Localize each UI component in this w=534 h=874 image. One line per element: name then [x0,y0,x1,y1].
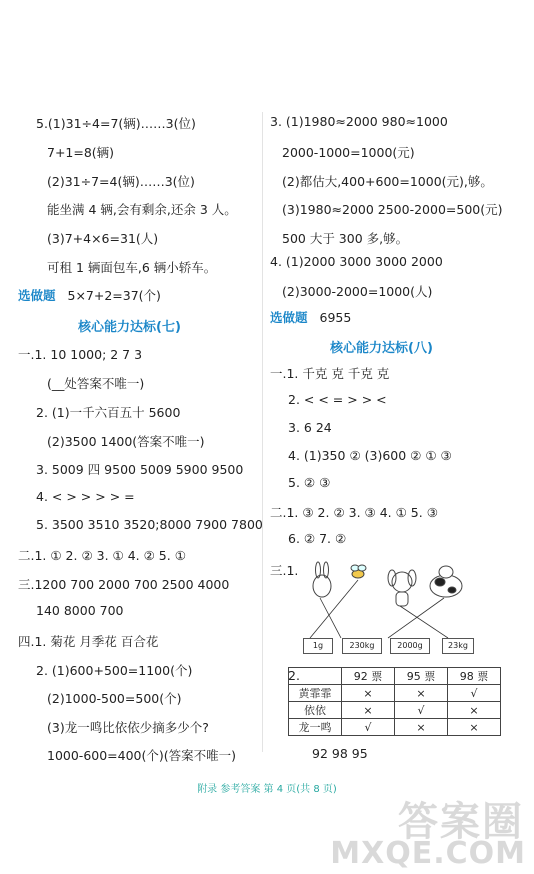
table-row [289,685,501,702]
left-s4-q3b: 1000-600=400(个)(答案不唯一) [47,748,237,763]
left-s1-q3: 3. 5009 四 9500 5009 5900 9500 [36,462,244,477]
left-section-title: 核心能力达标(七) [78,320,181,335]
table-cell: × [448,702,501,719]
weight-box-4: 23kg [442,638,474,654]
dog-icon [388,570,416,606]
column-divider [262,112,263,752]
table-cell: √ [342,719,395,736]
left-q5-line3: (2)31÷7=4(辆)……3(位) [47,174,195,189]
left-s1-q4: 4. < > > > > = [36,489,135,504]
table-cell: √ [395,702,448,719]
table-cell: × [342,685,395,702]
matching-illustration [296,560,496,650]
table-cell: 黄霏霏 [289,685,342,702]
watermark-logo: 答案圈 [398,799,524,845]
left-q5-line5: (3)7+4×6=31(人) [47,231,159,246]
left-s3b: 140 8000 700 [36,603,124,618]
table-cell: × [395,719,448,736]
table-header-cell: 98 票 [448,668,501,685]
rabbit-icon [313,562,331,597]
right-xuanzuo-label: 选做题 [270,310,308,325]
left-s4-q2: 2. (1)600+500=1100(个) [36,663,193,678]
left-s4-q2b: (2)1000-500=500(个) [47,691,182,706]
left-q5-line6: 可租 1 辆面包车,6 辆小轿车。 [47,260,217,275]
right-q4-line2: (2)3000-2000=1000(人) [282,284,433,299]
right-s1-q2: 2. < < = > > < [288,392,387,407]
weight-box-3: 2000g [390,638,430,654]
left-s1-q2b: (2)3500 1400(答案不唯一) [47,434,205,449]
left-s1-q5: 5. 3500 3510 3520;8000 7900 7800 [36,517,263,532]
table-cell: × [395,685,448,702]
right-q3-line1: 3. (1)1980≈2000 980≈1000 [270,114,448,129]
table-header-cell: 95 票 [395,668,448,685]
watermark-url: MXQE.COM [330,836,526,871]
right-s2: 二.1. ③ 2. ② 3. ③ 4. ① 5. ③ [270,505,438,520]
right-s3-label: 三.1. [270,563,299,578]
left-s1-q1: 一.1. 10 1000; 2 7 3 [18,347,143,362]
left-xuanzuo-value: 5×7+2=37(个) [67,288,161,303]
bee-icon [351,565,366,578]
left-q5-line1: 5.(1)31÷4=7(辆)……3(位) [36,116,196,131]
right-s1-q5: 5. ② ③ [288,475,331,490]
table-cell: 龙一鸣 [289,719,342,736]
table-row [289,702,501,719]
page-footer: 附录 参考答案 第 4 页(共 8 页) [197,784,337,795]
table-row [289,719,501,736]
left-xuanzuo-label: 选做题 [18,288,56,303]
left-s4-q1: 四.1. 菊花 月季花 百合花 [18,634,159,649]
right-s3-q2-label: 2. [288,668,300,683]
table-cell: × [342,702,395,719]
left-s1-q2: 2. (1)一千六百五十 5600 [36,405,181,420]
weight-box-1: 1g [303,638,333,654]
vote-table [288,667,501,736]
left-s2: 二.1. ① 2. ② 3. ① 4. ② 5. ① [18,548,186,563]
right-q3-line3: (2)都估大,400+600=1000(元),够。 [282,174,493,189]
left-s4-q3: (3)龙一鸣比依依少摘多少个? [47,720,209,735]
weight-box-2: 230kg [342,638,382,654]
table-cell: × [448,719,501,736]
table-header-row [289,668,501,685]
left-s1-q1-note: (__处答案不唯一) [47,376,145,391]
table-header-cell [289,668,342,685]
right-section-title: 核心能力达标(八) [330,341,433,356]
right-answer-numbers: 92 98 95 [312,746,368,761]
cow-icon [430,566,462,597]
right-s1-q4: 4. (1)350 ② (3)600 ② ① ③ [288,448,452,463]
table-cell: 依依 [289,702,342,719]
table-header-cell: 92 票 [342,668,395,685]
right-q3-line4: (3)1980≈2000 2500-2000=500(元) [282,202,503,217]
right-s1-q3: 3. 6 24 [288,420,332,435]
right-q3-line2: 2000-1000=1000(元) [282,145,415,160]
table-cell: √ [448,685,501,702]
left-q5-line2: 7+1=8(辆) [47,145,115,160]
right-xuanzuo-value: 6955 [319,310,352,325]
right-q3-line5: 500 大于 300 多,够。 [282,231,409,246]
left-q5-line4: 能坐满 4 辆,会有剩余,还余 3 人。 [47,202,237,217]
right-q4-line1: 4. (1)2000 3000 3000 2000 [270,254,443,269]
right-s1-q1: 一.1. 千克 克 千克 克 [270,366,390,381]
right-s2b: 6. ② 7. ② [288,531,347,546]
left-s3: 三.1200 700 2000 700 2500 4000 [18,577,230,592]
